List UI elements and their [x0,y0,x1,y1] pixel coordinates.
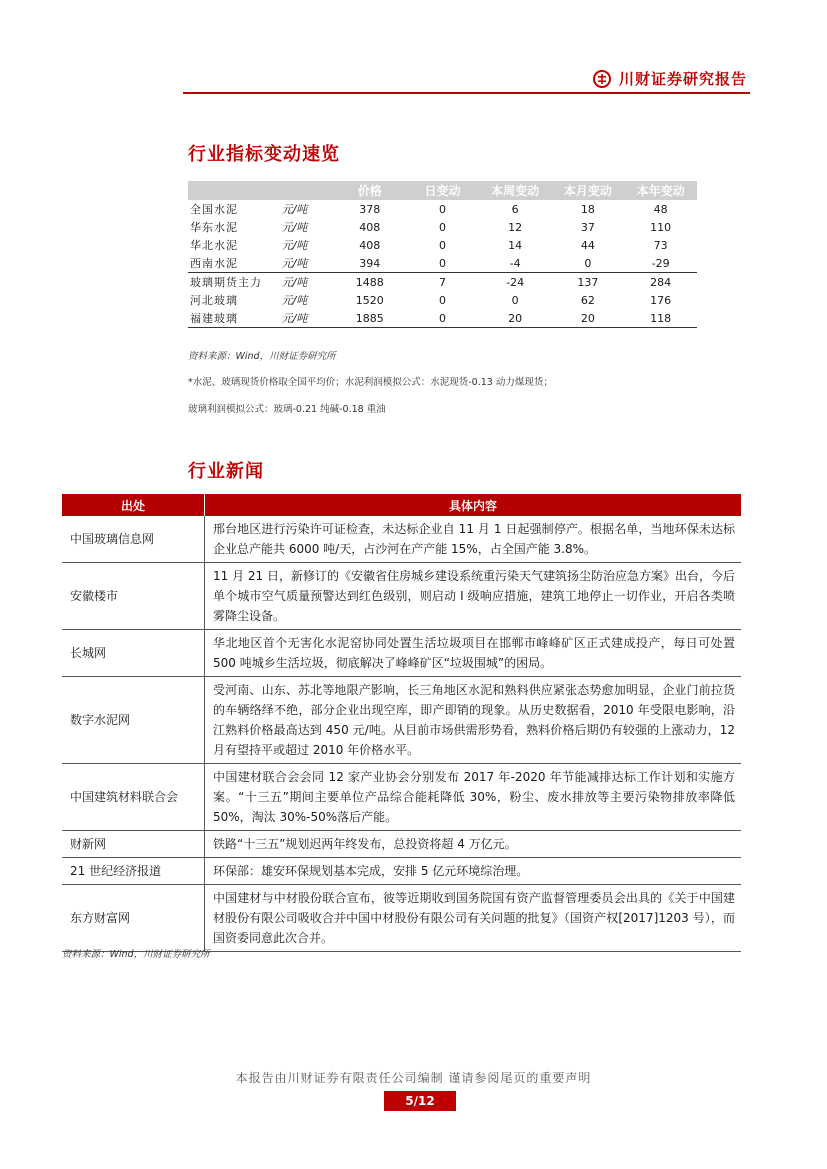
indicator-month-change: 0 [584,256,592,270]
indicator-month-change: 44 [580,238,595,252]
news-row [62,885,741,952]
indicator-name: 福建玻璃 [188,309,282,328]
indicator-price: 394 [359,256,381,270]
indicator-year-change: 73 [653,238,668,252]
page-number: 5/12 [384,1091,456,1111]
brand-title: 川财证券研究报告 [618,70,747,88]
news-title: 行业新闻 [188,461,264,482]
indicator-day-change: 7 [406,273,479,292]
indicator-row [188,273,697,292]
indicator-name: 华东水泥 [190,221,238,234]
indicator-day-change: 0 [438,293,446,307]
indicator-month-change: 18 [580,202,595,216]
col-content: 具体内容 [205,494,742,516]
indicator-day-change: 0 [438,238,446,252]
indicator-month-change: 137 [552,273,625,292]
indicator-week-change: -4 [509,256,521,270]
indicator-week-change: 0 [511,293,519,307]
news-content-cell: 11 月 21 日，新修订的《安徽省住房城乡建设系统重污染天气建筑扬尘防治应急方案》出台，今后单个城市空气质量预警达到红色级别，则启动 I 级响应措施，建筑工地停止一切作业，开启各类喷雾降尘设备。 [205,563,742,630]
indicator-week-change: 12 [508,220,523,234]
indicator-unit: 元/吨 [281,294,308,307]
news-content-cell: 中国建材与中材股份联合宣布，彼等近期收到国务院国有资产监督管理委员会出具的《关于中国建材股份有限公司吸收合并中国中材股份有限公司有关问题的批复》（国资产权[2017]1203 号），而国资委同意此次合并。 [205,885,742,952]
indicator-month-change: 20 [552,309,625,328]
col-year: 本年变动 [624,181,697,200]
footer-statement: 本报告由川财证券有限责任公司编制 谨请参阅尾页的重要声明 [235,1071,592,1085]
indicator-year-change: 284 [624,273,697,292]
indicator-day-change: 0 [438,256,446,270]
indicator-week-change: 14 [508,238,523,252]
indicator-day-change: 0 [438,202,446,216]
indicator-price: 378 [359,202,381,216]
indicator-unit: 元/吨 [282,273,334,292]
indicator-row [188,200,697,218]
news-content-cell: 邢台地区进行污染许可证检查，未达标企业自 11 月 1 日起强制停产。根据名单，当地环保未达标企业总产能共 6000 吨/天，占沙河在产产能 15%，占全国产能 3.8%。 [205,516,742,563]
indicator-name: 玻璃期货主力 [188,273,282,292]
news-source-cell: 东方财富网 [62,885,205,952]
indicator-name: 华北水泥 [190,239,238,252]
news-row [62,858,741,885]
news-content-cell: 华北地区首个无害化水泥窑协同处置生活垃圾项目在邯郸市峰峰矿区正式建成投产，每日可处置 500 吨城乡生活垃圾，彻底解决了峰峰矿区“垃圾围城”的困局。 [205,630,742,677]
indicator-unit: 元/吨 [282,309,334,328]
indicator-year-change: 48 [653,202,668,216]
news-row [62,516,741,563]
indicator-unit: 元/吨 [281,221,308,234]
header-brand [593,68,747,89]
news-source-cell: 21 世纪经济报道 [62,858,205,885]
news-source-cell: 数字水泥网 [62,677,205,764]
indicators-header-row [188,181,697,200]
news-row [62,831,741,858]
news-header-row [62,494,741,516]
indicator-row [188,236,697,254]
col-week: 本周变动 [479,181,552,200]
indicator-day-change: 0 [406,309,479,328]
news-source-cell: 财新网 [62,831,205,858]
indicator-year-change: 110 [650,220,672,234]
news-content-cell: 铁路“十三五”规划迟两年终发布，总投资将超 4 万亿元。 [205,831,742,858]
indicator-row [188,291,697,309]
indicator-unit: 元/吨 [281,239,308,252]
indicator-month-change: 62 [580,293,595,307]
indicators-note-1: *水泥、玻璃现货价格取全国平均价；水泥利润模拟公式：水泥现货-0.13 动力煤现货； [188,377,553,388]
news-row [62,764,741,831]
indicator-name: 西南水泥 [190,257,238,270]
indicators-title: 行业指标变动速览 [188,144,340,165]
indicator-year-change: 176 [650,293,672,307]
news-row [62,630,741,677]
indicator-year-change: 118 [624,309,697,328]
col-source: 出处 [62,494,205,516]
col-month: 本月变动 [552,181,625,200]
news-source-cell: 中国建筑材料联合会 [62,764,205,831]
news-table [62,494,741,952]
indicator-year-change: -29 [651,256,670,270]
news-source: 资料来源：Wind，川财证券研究所 [62,949,210,960]
news-source-cell: 长城网 [62,630,205,677]
col-day: 日变动 [406,181,479,200]
indicator-month-change: 37 [580,220,595,234]
indicator-price: 408 [359,220,381,234]
header-divider [183,92,750,94]
indicator-name: 全国水泥 [190,203,238,216]
news-row [62,563,741,630]
indicator-unit: 元/吨 [281,257,308,270]
indicator-week-change: -24 [479,273,552,292]
news-source-cell: 安徽楼市 [62,563,205,630]
indicator-name: 河北玻璃 [190,294,238,307]
indicator-row [188,218,697,236]
indicators-table [188,181,697,328]
indicator-price: 1488 [333,273,406,292]
news-source-cell: 中国玻璃信息网 [62,516,205,563]
indicator-week-change: 20 [479,309,552,328]
indicator-row [188,254,697,273]
news-content-cell: 中国建材联合会会同 12 家产业协会分别发布 2017 年-2020 年节能减排达标工作计划和实施方案。“十三五”期间主要单位产品综合能耗降低 30%，粉尘、废水排放等主要污染物排放率降低 50%，淘汰 30%-50%落后产能。 [205,764,742,831]
indicators-note-2: 玻璃利润模拟公式：玻璃-0.21 纯碱-0.18 重油 [188,404,386,415]
indicators-source: 资料来源：Wind，川财证券研究所 [188,351,336,362]
news-row [62,677,741,764]
indicator-week-change: 6 [511,202,519,216]
company-logo-icon [593,70,611,88]
news-content-cell: 受河南、山东、苏北等地限产影响，长三角地区水泥和熟料供应紧张态势愈加明显，企业门前拉货的车辆络绎不绝，部分企业出现空库，即产即销的现象。从历史数据看，2010 年受限电影响，沿江熟料价格最高达到 450 元/吨。从目前市场供需形势看，熟料价格后期仍有较强的上涨动力，12 月有望持平或超过 2010 年价格水平。 [205,677,742,764]
indicator-price: 408 [359,238,381,252]
news-content-cell: 环保部：雄安环保规划基本完成，安排 5 亿元环境综治理。 [205,858,742,885]
indicator-price: 1885 [333,309,406,328]
indicator-unit: 元/吨 [281,203,308,216]
indicator-row [188,309,697,328]
indicator-price: 1520 [355,293,384,307]
col-price: 价格 [333,181,406,200]
indicator-day-change: 0 [438,220,446,234]
